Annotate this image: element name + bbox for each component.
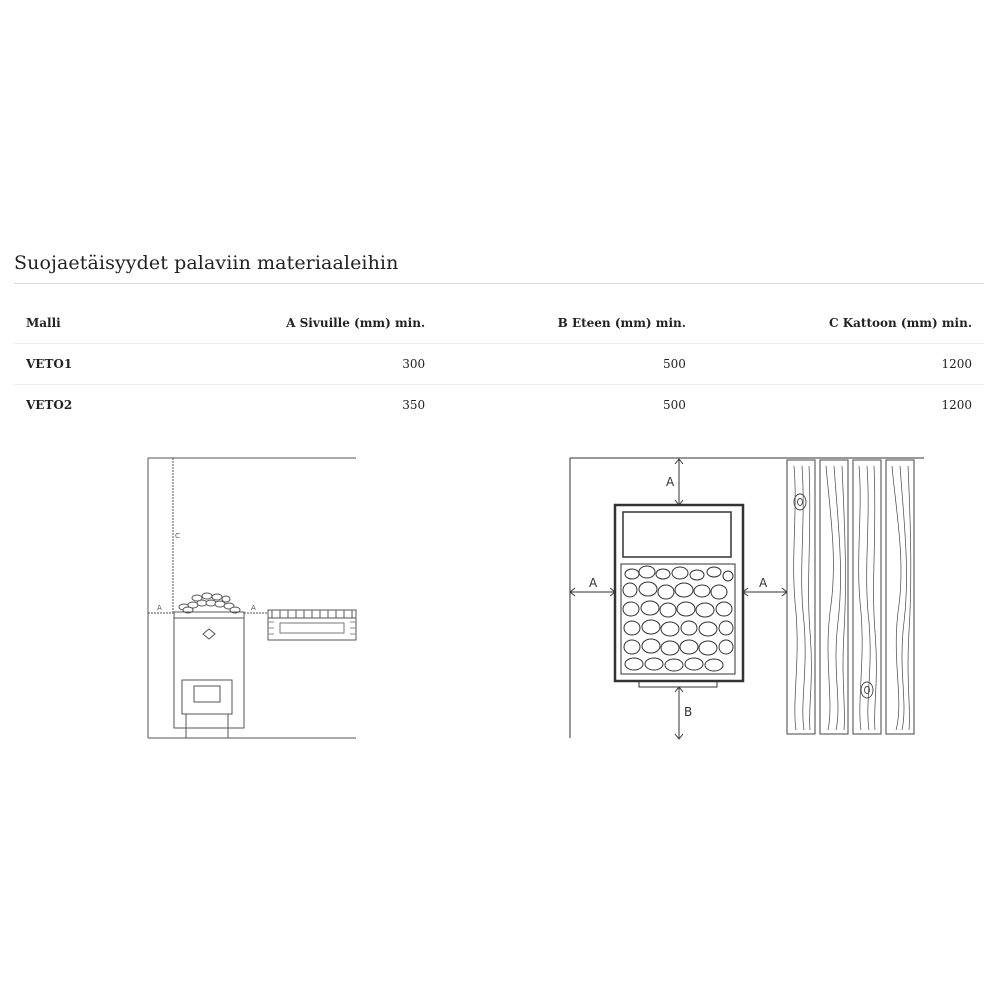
bench-body xyxy=(268,618,356,640)
header-c-ceiling: C Kattoon (mm) min. xyxy=(698,303,984,344)
cell-b: 500 xyxy=(437,344,698,385)
stove-logo xyxy=(203,629,215,639)
title-divider xyxy=(14,283,984,284)
table-row xyxy=(14,385,984,426)
side-view-diagram xyxy=(140,452,362,744)
header-b-front: B Eteen (mm) min. xyxy=(437,303,698,344)
cell-a: 300 xyxy=(158,344,437,385)
cell-model: VETO1 xyxy=(14,344,158,385)
stove-door xyxy=(182,680,232,714)
header-model: Malli xyxy=(14,303,158,344)
table-header-row xyxy=(14,303,984,344)
cell-c: 1200 xyxy=(941,398,972,412)
stone-compartment xyxy=(621,564,735,674)
cell-a: 350 xyxy=(402,398,426,412)
top-view-diagram xyxy=(562,452,930,744)
label-a-top: A xyxy=(666,475,675,489)
label-a-left: A xyxy=(157,604,162,612)
safety-distance-table xyxy=(14,303,984,425)
cell-model: VETO2 xyxy=(26,398,73,412)
stones xyxy=(623,566,733,671)
page-title: Suojaetäisyydet palaviin materiaaleihin xyxy=(14,252,399,274)
label-a-right: A xyxy=(759,576,768,590)
label-c: C xyxy=(175,532,180,540)
cell-b: 500 xyxy=(663,398,686,412)
wood-panels xyxy=(787,460,914,734)
stove-outline xyxy=(615,505,743,681)
header-a-sides: A Sivuille (mm) min. xyxy=(158,303,437,344)
stones xyxy=(179,593,240,613)
label-a-right: A xyxy=(251,604,256,612)
label-a-left: A xyxy=(589,576,598,590)
table-row xyxy=(14,344,984,385)
label-b: B xyxy=(684,705,693,719)
cell-c: 1200 xyxy=(698,344,984,385)
stove-top-panel xyxy=(623,512,731,557)
